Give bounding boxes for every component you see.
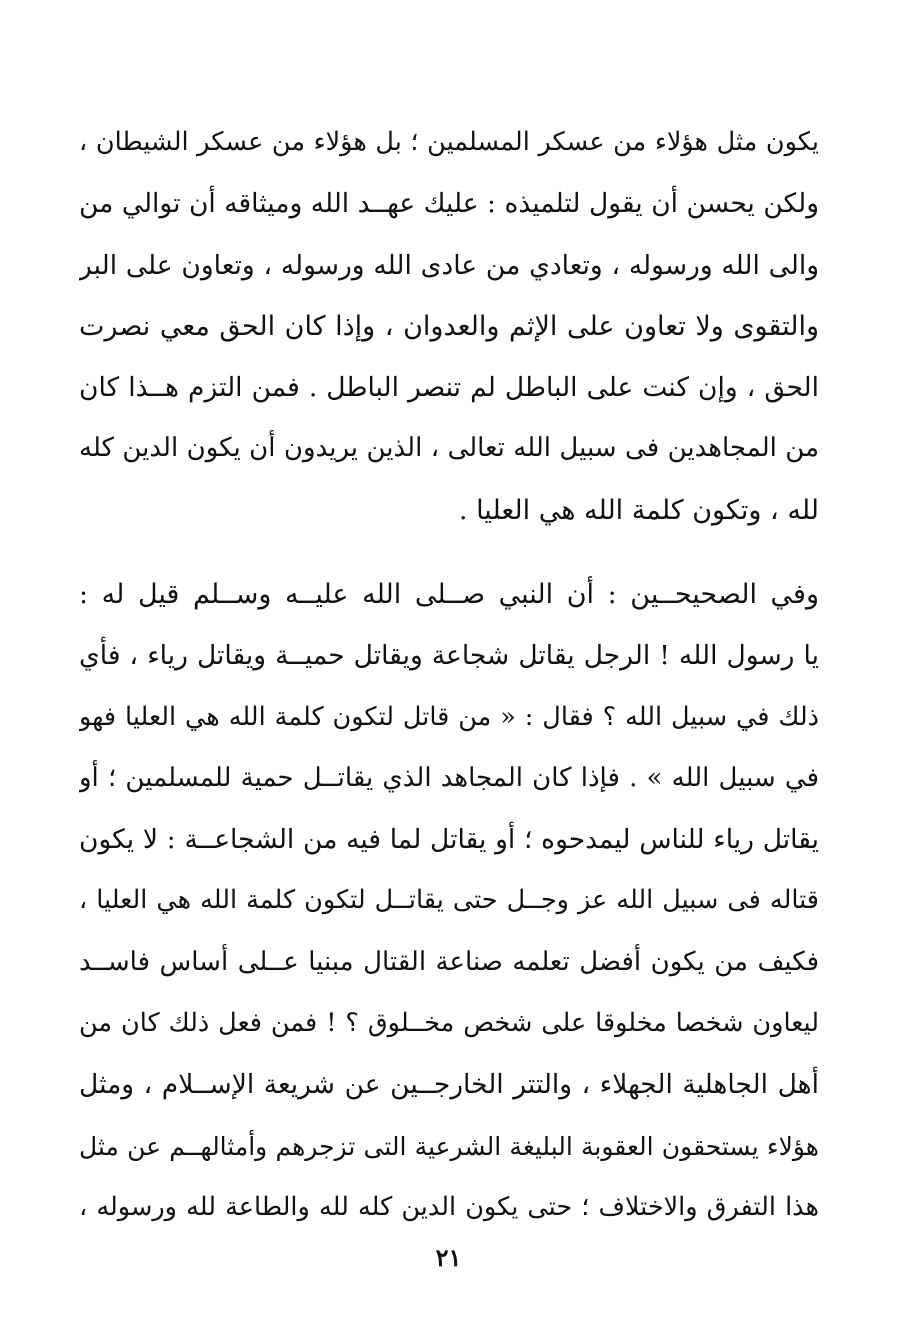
text-line: الحق ، وإن كنت على الباطل لم تنصر الباطل . فمن التزم هــذا كان [79,372,819,404]
text-line: يا رسول الله ! الرجل يقاتل شجاعة ويقاتل حميــة ويقاتل رياء ، فأي [79,640,819,672]
text-line: يكون مثل هؤلاء من عسكر المسلمين ؛ بل هؤلاء من عسكر الشيطان ، [79,127,819,157]
text-line: فكيف من يكون أفضل تعلمه صناعة القتال مبنيا عــلى أساس فاســد [79,946,819,977]
text-line: ولكن يحسن أن يقول لتلميذه : عليك عهــد الله وميثاقه أن توالي من [79,188,819,220]
text-line: لله ، وتكون كلمة الله هي العليا . [458,494,819,526]
text-line: يقاتل رياء للناس ليمدحوه ؛ أو يقاتل لما فيه من الشجاعــة : لا يكون [79,824,819,856]
text-line: في سبيل الله » . فإذا كان المجاهد الذي يقاتــل حمية للمسلمين ؛ أو [79,762,819,793]
text-line: من المجاهدين فى سبيل الله تعالى ، الذين يريدون أن يكون الدين كله [79,433,819,464]
paragraph-2 [79,564,819,1238]
paragraph-1 [79,112,819,541]
text-line: هذا التفرق والاختلاف ؛ حتى يكون الدين كله لله والطاعة لله ورسوله ، [79,1191,819,1222]
page-number: ٢١ [435,1243,462,1272]
text-line: هؤلاء يستحقون العقوبة البليغة الشرعية التى تزجرهم وأمثالهــم عن مثل [79,1131,819,1161]
text-line: وفي الصحيحــين : أن النبي صــلى الله عليــه وســلم قيل له : [79,579,819,610]
text-line: والتقوى ولا تعاون على الإثم والعدوان ، وإذا كان الحق معي نصرت [79,310,819,342]
text-line: ليعاون شخصا مخلوقا على شخص مخــلوق ؟ ! فمن فعل ذلك كان من [79,1008,819,1039]
text-line: أهل الجاهلية الجهلاء ، والتتر الخارجــين عن شريعة الإســلام ، ومثل [79,1069,819,1101]
text-line: ذلك في سبيل الله ؟ فقال : « من قاتل لتكون كلمة الله هي العليا فهو [79,701,819,732]
text-line: والى الله ورسوله ، وتعادي من عادى الله ورسوله ، وتعاون على البر [79,249,819,281]
text-line: قتاله فى سبيل الله عز وجــل حتى يقاتــل لتكون كلمة الله هي العليا ، [79,885,819,916]
